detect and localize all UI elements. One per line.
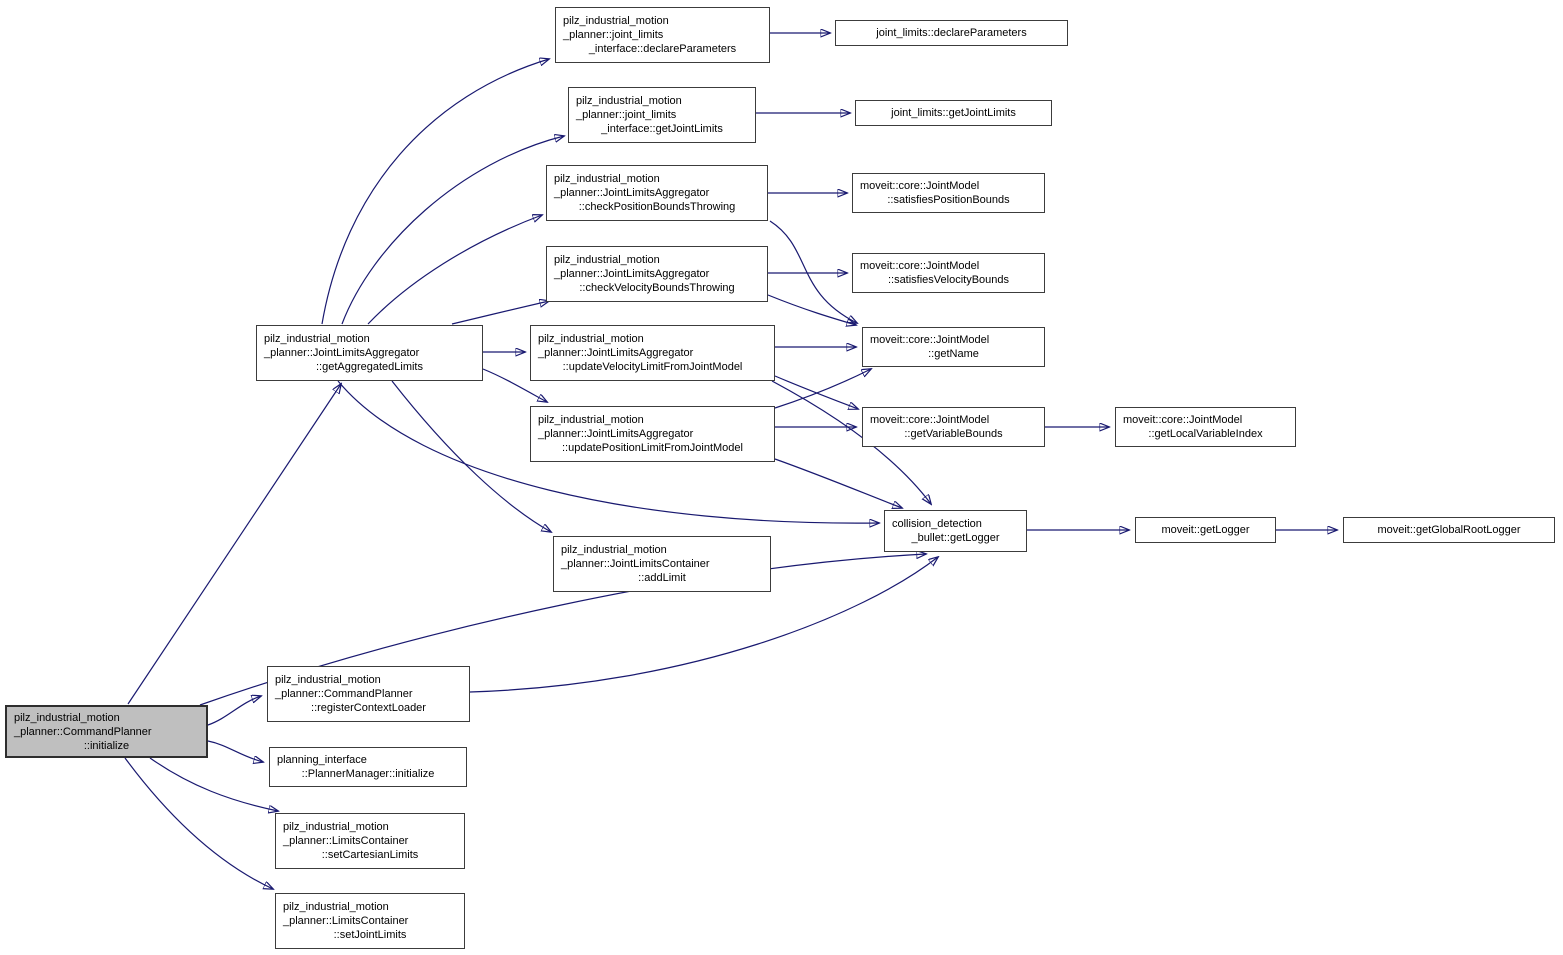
node-get-aggregated-limits[interactable] — [256, 325, 483, 381]
node-label-line: ::addLimit — [638, 572, 686, 584]
edge-get-aggregated-limits-to-check-velocity-bounds-throwing — [452, 301, 549, 324]
node-check-position-bounds-throwing[interactable] — [546, 165, 768, 221]
node-label-line: ::satisfiesPositionBounds — [887, 194, 1010, 206]
node-label-line: ::getLocalVariableIndex — [1148, 428, 1263, 440]
edge-check-velocity-to-get-name — [768, 295, 856, 325]
edge-get-aggregated-limits-to-jli-declare-parameters — [322, 59, 549, 324]
node-label-line: ::registerContextLoader — [311, 702, 426, 714]
node-label-line: ::PlannerManager::initialize — [301, 768, 435, 780]
node-label-line: pilz_industrial_motion — [14, 711, 120, 724]
node-label-line: _planner::LimitsContainer — [283, 915, 409, 927]
node-label-line: moveit::core::JointModel — [1123, 414, 1243, 426]
node-label-line: ::setJointLimits — [333, 929, 407, 941]
node-label-line: moveit::core::JointModel — [870, 334, 990, 346]
node-joint-limits-declare-parameters[interactable] — [835, 20, 1068, 46]
edge-initialize-to-planner-manager-initialize — [208, 741, 263, 762]
node-label-line: pilz_industrial_motion — [275, 674, 381, 686]
edge-get-aggregated-limits-to-jli-get-joint-limits — [342, 136, 564, 324]
node-label-line: ::getAggregatedLimits — [315, 361, 423, 373]
node-label-line: pilz_industrial_motion — [561, 544, 667, 556]
node-command-planner-initialize[interactable] — [5, 705, 208, 758]
node-label-line: ::checkVelocityBoundsThrowing — [579, 282, 735, 294]
node-label-line: pilz_industrial_motion — [554, 173, 660, 185]
node-moveit-get-global-root-logger[interactable] — [1343, 517, 1555, 543]
node-moveit-get-logger[interactable] — [1135, 517, 1276, 543]
node-label-line: _planner::joint_limits — [576, 109, 677, 121]
node-jli-declare-parameters[interactable] — [555, 7, 770, 63]
node-label-line: pilz_industrial_motion — [538, 333, 644, 345]
node-label-line: _planner::JointLimitsAggregator — [538, 428, 694, 440]
edge-get-aggregated-limits-to-check-position-bounds-throwing — [368, 215, 542, 324]
node-label-line: _bullet::getLogger — [911, 532, 1000, 544]
edge-get-aggregated-limits-to-add-limit — [392, 381, 551, 532]
node-satisfies-velocity-bounds[interactable] — [852, 253, 1045, 293]
node-limits-container-set-joint-limits[interactable] — [275, 893, 465, 949]
node-label-line: pilz_industrial_motion — [283, 821, 389, 833]
node-label-line: joint_limits::getJointLimits — [891, 107, 1016, 119]
node-label-line: _planner::joint_limits — [563, 29, 664, 41]
node-label-line: moveit::getLogger — [1161, 524, 1250, 536]
node-label-line: _planner::JointLimitsAggregator — [538, 347, 694, 359]
node-label-line: ::initialize — [83, 739, 130, 752]
edge-initialize-to-set-joint-limits — [125, 758, 273, 889]
node-label-line: pilz_industrial_motion — [538, 414, 644, 426]
node-jli-get-joint-limits[interactable] — [568, 87, 756, 143]
edge-check-position-to-get-name — [770, 221, 857, 323]
node-label-line: moveit::core::JointModel — [860, 180, 980, 192]
node-label-line: _planner::LimitsContainer — [283, 835, 409, 847]
node-label-line: pilz_industrial_motion — [563, 15, 669, 27]
edge-initialize-to-set-cartesian-limits — [150, 758, 278, 811]
node-label-line: ::getVariableBounds — [904, 428, 1003, 440]
edge-initialize-to-get-aggregated-limits — [128, 384, 341, 704]
node-label-line: moveit::core::JointModel — [860, 260, 980, 272]
edge-initialize-to-register-context-loader — [208, 696, 261, 725]
node-label-line: _planner::JointLimitsAggregator — [554, 187, 710, 199]
node-label-line: _planner::JointLimitsContainer — [561, 558, 710, 570]
node-label-line: collision_detection — [892, 518, 982, 530]
node-label-line: _interface::declareParameters — [588, 43, 737, 55]
node-label-line: _planner::CommandPlanner — [14, 725, 152, 738]
node-satisfies-position-bounds[interactable] — [852, 173, 1045, 213]
node-joint-limits-container-add-limit[interactable] — [553, 536, 771, 592]
node-planner-manager-initialize[interactable] — [269, 747, 467, 787]
node-collision-detection-bullet-get-logger[interactable] — [884, 510, 1027, 552]
node-label-line: ::updateVelocityLimitFromJointModel — [562, 361, 743, 373]
node-limits-container-set-cartesian-limits[interactable] — [275, 813, 465, 869]
node-label-line: _planner::JointLimitsAggregator — [264, 347, 420, 359]
node-label-line: _planner::JointLimitsAggregator — [554, 268, 710, 280]
node-update-velocity-limit-from-joint-model[interactable] — [530, 325, 775, 381]
node-joint-limits-get-joint-limits[interactable] — [855, 100, 1052, 126]
node-joint-model-get-local-variable-index[interactable] — [1115, 407, 1296, 447]
node-label-line: moveit::core::JointModel — [870, 414, 990, 426]
node-label-line: pilz_industrial_motion — [576, 95, 682, 107]
node-label-line: ::updatePositionLimitFromJointModel — [562, 442, 743, 454]
edge-update-position-to-bullet-get-logger — [775, 459, 902, 508]
node-command-planner-register-context-loader[interactable] — [267, 666, 470, 722]
node-update-position-limit-from-joint-model[interactable] — [530, 406, 775, 462]
node-label-line: _planner::CommandPlanner — [275, 688, 413, 700]
node-label-line: pilz_industrial_motion — [283, 901, 389, 913]
node-label-line: ::getName — [928, 348, 979, 360]
node-label-line: planning_interface — [277, 754, 367, 766]
node-label-line: ::checkPositionBoundsThrowing — [578, 201, 736, 213]
node-check-velocity-bounds-throwing[interactable] — [546, 246, 768, 302]
node-label-line: joint_limits::declareParameters — [876, 27, 1027, 39]
node-label-line: ::satisfiesVelocityBounds — [887, 274, 1010, 286]
node-joint-model-get-name[interactable] — [862, 327, 1045, 367]
node-joint-model-get-variable-bounds[interactable] — [862, 407, 1045, 447]
node-label-line: pilz_industrial_motion — [554, 254, 660, 266]
node-label-line: pilz_industrial_motion — [264, 333, 370, 345]
node-label-line: ::setCartesianLimits — [321, 849, 419, 861]
node-label-line: moveit::getGlobalRootLogger — [1377, 524, 1521, 536]
edge-update-position-to-get-name — [775, 369, 871, 408]
node-label-line: _interface::getJointLimits — [601, 123, 723, 135]
